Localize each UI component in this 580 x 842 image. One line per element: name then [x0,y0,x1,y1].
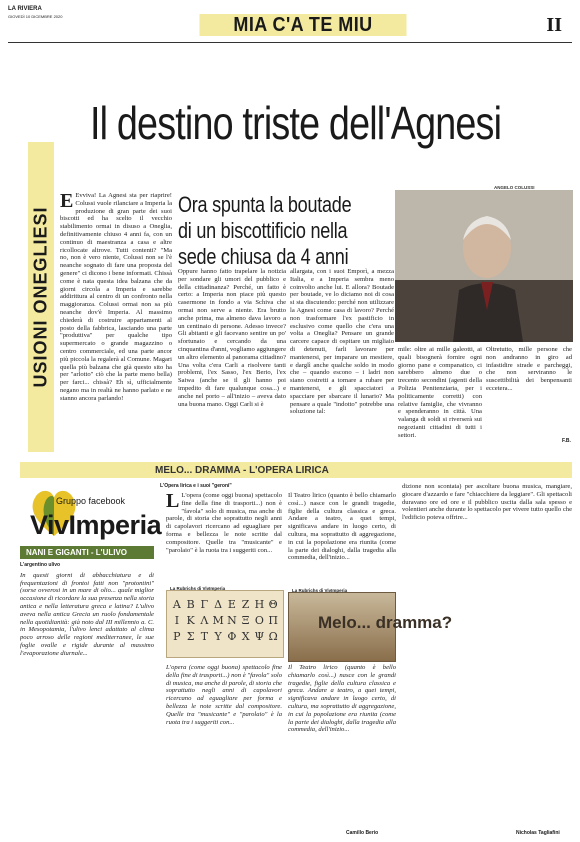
greek-letter: Θ [268,598,278,611]
portrait-illustration [395,190,573,342]
greek-letter: Ω [268,630,278,643]
logo-subtitle: Gruppo facebook [56,496,126,506]
ulivo-column: L'argentino ulivo In questi giorni di abbacchiatura e di frequentazioni di frontoi fatti non "protontini" (sorse ovverosi in un mare di olio... quale miglior occasione di ricordare la sua presenza nella storia antica e nella letteratura greca e latina? L'ulivo aveva nella antica Grecia un ruolo fondamentale nella quotidianità: già noto dal III millennio a. C. in Mesopotamia, l'ulivo lenci adattato al clima poco arroso delle regioni mediterranee, le sue foglie ovalle e rigide durante al massimo l'evaporazione diurnale... [20,562,154,657]
opera-column-2: Il Teatro lirico (quanto è bello chiamarlo così...) nasce con le grandi tragedie, figlie della cultura classica e greca. Andare a teatro, a quei tempi, significava andare in luogo certo, di cultura, ma soprattutto di aggregazione, in cui la popolazione era riunita (come la parte dei dialoghi, dalla tragedia alla commedia, dell'inizio... [288,492,396,562]
poster-caption: La Rubrichs di VivImperia [292,588,348,593]
article-signature: F.B. [562,438,571,444]
feature-band-title: MELO... DRAMMA - L'OPERA LIRICA [155,465,329,476]
newspaper-brand: LA RIVIERA [8,6,42,12]
opera-heading: L'Opera lirica e i suoi "geroni" [160,483,232,489]
greek-letter: Ι [174,614,180,627]
greek-letter: Λ [200,614,209,627]
greek-letter: Χ [241,630,250,643]
article-column-1: E Evviva! La Agnesi sta per riaprire! Colussi vuole rilanciare a Imperia la produzione di gran parte dei suoi biscotti ed ha scelto il vecchio stabilimento ormai in disuso a Oneglia, definitivamente chiuso 4 anni fa, con un continuo di maestranza a casa e altre ricollocate altrove. Tutti contenti? "Ma no, non è vero niente, Colussi non se l'è neanche sognato di fare una proposta del genere" ci dicono i bene informati. Chissà come è nata questa idea balzana che da giorni circola a Imperia e sarebbe addirittura al centro di un confronto nella maggioranza. Colussi ormai non sa più neanche dov'è Imperia. Al massimo chiederà di costruire appartamenti al posto della fabbrica, lasciando una parte "produttiva" per qualche tipo supermercato o grande magazzino o centro commerciale, ed una parte ancor più piccola la regalerà al Comune. Magari quella più balzana che già questo sito ha per "arlotto" ciò che la parte meno bella) per farci... chissà? Eh sì, ufficialmente negano ma in realtà ne hanno parlato e ne stanno ancora parlando! [60,192,172,402]
greek-letter: Κ [186,614,195,627]
greek-letter: Π [268,614,278,627]
page-number: II [546,14,562,36]
drop-cap: E [60,192,74,212]
greek-letter: Δ [214,598,223,611]
masthead [8,6,572,46]
opera-column-4: L'opera (come oggi buona) spettacolo fine della fine di trasporti...) non è "favola" solo di musica, ma anche di parole, di storia che soprattutto negli anni di capolavori ricercano ad eguagliare per forma e bellezza le note scritte dal compositore. Quelle tra "musicante" e "parolaio" è la ruota tra i suggeriti con... [166,664,282,726]
greek-letter: Υ [214,630,222,643]
greek-alphabet-grid [170,598,280,643]
greek-letter: Β [186,598,195,611]
greek-letter: Ρ [173,630,181,643]
greek-letter: Ξ [241,614,250,627]
ulivo-heading: L'argentino ulivo [20,562,61,568]
greek-letter: Ν [227,614,237,627]
author-photo [395,190,573,342]
greek-letter: Ε [227,598,236,611]
article-column-3: allargata, con i suoi Emporì, a mezza Italia, e a Imperia sembra meno coinvolto anche lui. E allora? Boutade per boutade, ve lo diciamo noi di cosa si sta discutendo: perché non utilizzare la Agnesi come casa di lavoro? Perché non trasformare l'ex pastificio in esclusivo come quello che c'era una volta a Oneglia? Pensare un grande carcere capace di ospitare un migliaio di detenuti, farli lavorare per mantenersi, per imparare un mestiere, e darglì anche qualche soldo in modo che – quando escono – i ladri non siano costretti a tornare a rubare per mantenersi, e gli spacciatori a spacciare per sbarcare il lunario? Ma pensare a quale "indotto" potrebbe una soluzione tal: [290,268,394,416]
issue-date: GIOVEDÌ 10 DICEMBRE 2020 [8,14,63,19]
greek-letter: Ψ [254,630,265,643]
greek-letter: Μ [212,614,224,627]
poster-title: Melo... dramma? [318,613,453,632]
greek-letter: Α [172,598,181,611]
opera-column-5: Il Teatro lirico (quanto è bello chiamarlo così...) nasce con le grandi tragedie, figlie della cultura classica e greca. Andare a teatro, a quei tempi, significava andare in luogo certo, di cultura, ma soprattutto di aggregazione, in cui la popolazione era riunita (come la parte dei dialoghi, dalla tragedia alla commedia, dell'inizio... [288,664,396,734]
article-column-4: mile: oltre ai mille galeotti, ai quali bisognerà fornire ogni giorno pane e companatico, ci sarebbero almeno due o trecento secondini (agenti della Polizia Penitenziaria, per i politicamente corretti) con relative famiglie, che vivranno e spenderanno in città. Una valanga di soldi si riverserà sui negozianti cittadini di tutti i settori. [398,346,482,439]
greek-letter: Ο [254,614,264,627]
author-byline: ANGELO COLUSSI [494,185,535,190]
ulivo-section-title: NANI E GIGANTI - L'ULIVO [26,548,128,557]
article-column-2: Oppure hanno fatto trapelare la notizia per sondare gli umori del pubblico e della cittadinanza? Perché, un fatto è certo: a Imperia non piace più questo casermone in fondo a via Schiva che ormai non serve a niente. Era brutto anche prima, ma almeno dava lavoro a un centinaio di persone. Adesso invece? Gli abitanti e gli facevano sentire un po' sfortunato e cercando da una cinquantina d'anni, vogliamo aggiungere un altro elemento al panorama cittadino? Una volta c'era Carli a risolvere tanti problemi, l'ex Sasso, l'ex Berio, l'ex Saiwa (anche se il gli hanno poi impedito di fare qualunque cosa...) e anche nel porto – all'inizio – aveva dato una buona mano. Oggi Carli si è [178,268,286,408]
signature-camillo: Camillo Berio [346,830,379,836]
section-title: MIA C'A TE MIU [200,14,407,36]
main-headline: Il destino triste dell'Agnesi [90,97,502,149]
side-label: USIONI ONEGLIESI [30,206,51,388]
masthead-divider [8,42,572,43]
opera-column-3: dizione non scontata) per ascoltare buona musica, mangiare, giocare d'azzardo e fare "chiacchiere da leggiare". Gli spettacoli duravano ore ed ore e il pubblico uscita dalla sala spesso e volentieri anche durante lo spettacolo per vivere tutto quello che l'edificio poteva offrire... [402,483,572,522]
signature-nicholas: Nicholas Tagliafini [516,830,560,836]
greek-letter: Σ [186,630,195,643]
greek-letter: Τ [200,630,209,643]
article-subtitle: Ora spunta la boutade di un biscottificio nella sede chiusa da 4 anni [178,192,352,269]
greek-letter: Ζ [241,598,250,611]
logo-name: VivImperia [30,510,162,540]
opera-column-1: L L'opera (come oggi buona) spettacolo fine della fine di trasporti...) non è "favola" solo di musica, ma anche di parole, di storia che soprattutto negli anni di capolavori ricercano ad eguagliare per forma e bellezza le note scritte dal compositore. Quelle tra "musicante" e "parolaio" è la ruota tra i suggeriti con... [166,492,282,554]
greek-letter: Φ [227,630,237,643]
article-column-5: Oltretutto, mille persone che non andranno in giro ad infastidire strade e parcheggi, che non serviranno le suscettibilità dei benpensanti eccetera... [486,346,572,392]
greek-letter: Γ [200,598,209,611]
greek-letter: Η [254,598,265,611]
alphabet-caption: La Rubrichs di VivImperia [170,586,226,591]
